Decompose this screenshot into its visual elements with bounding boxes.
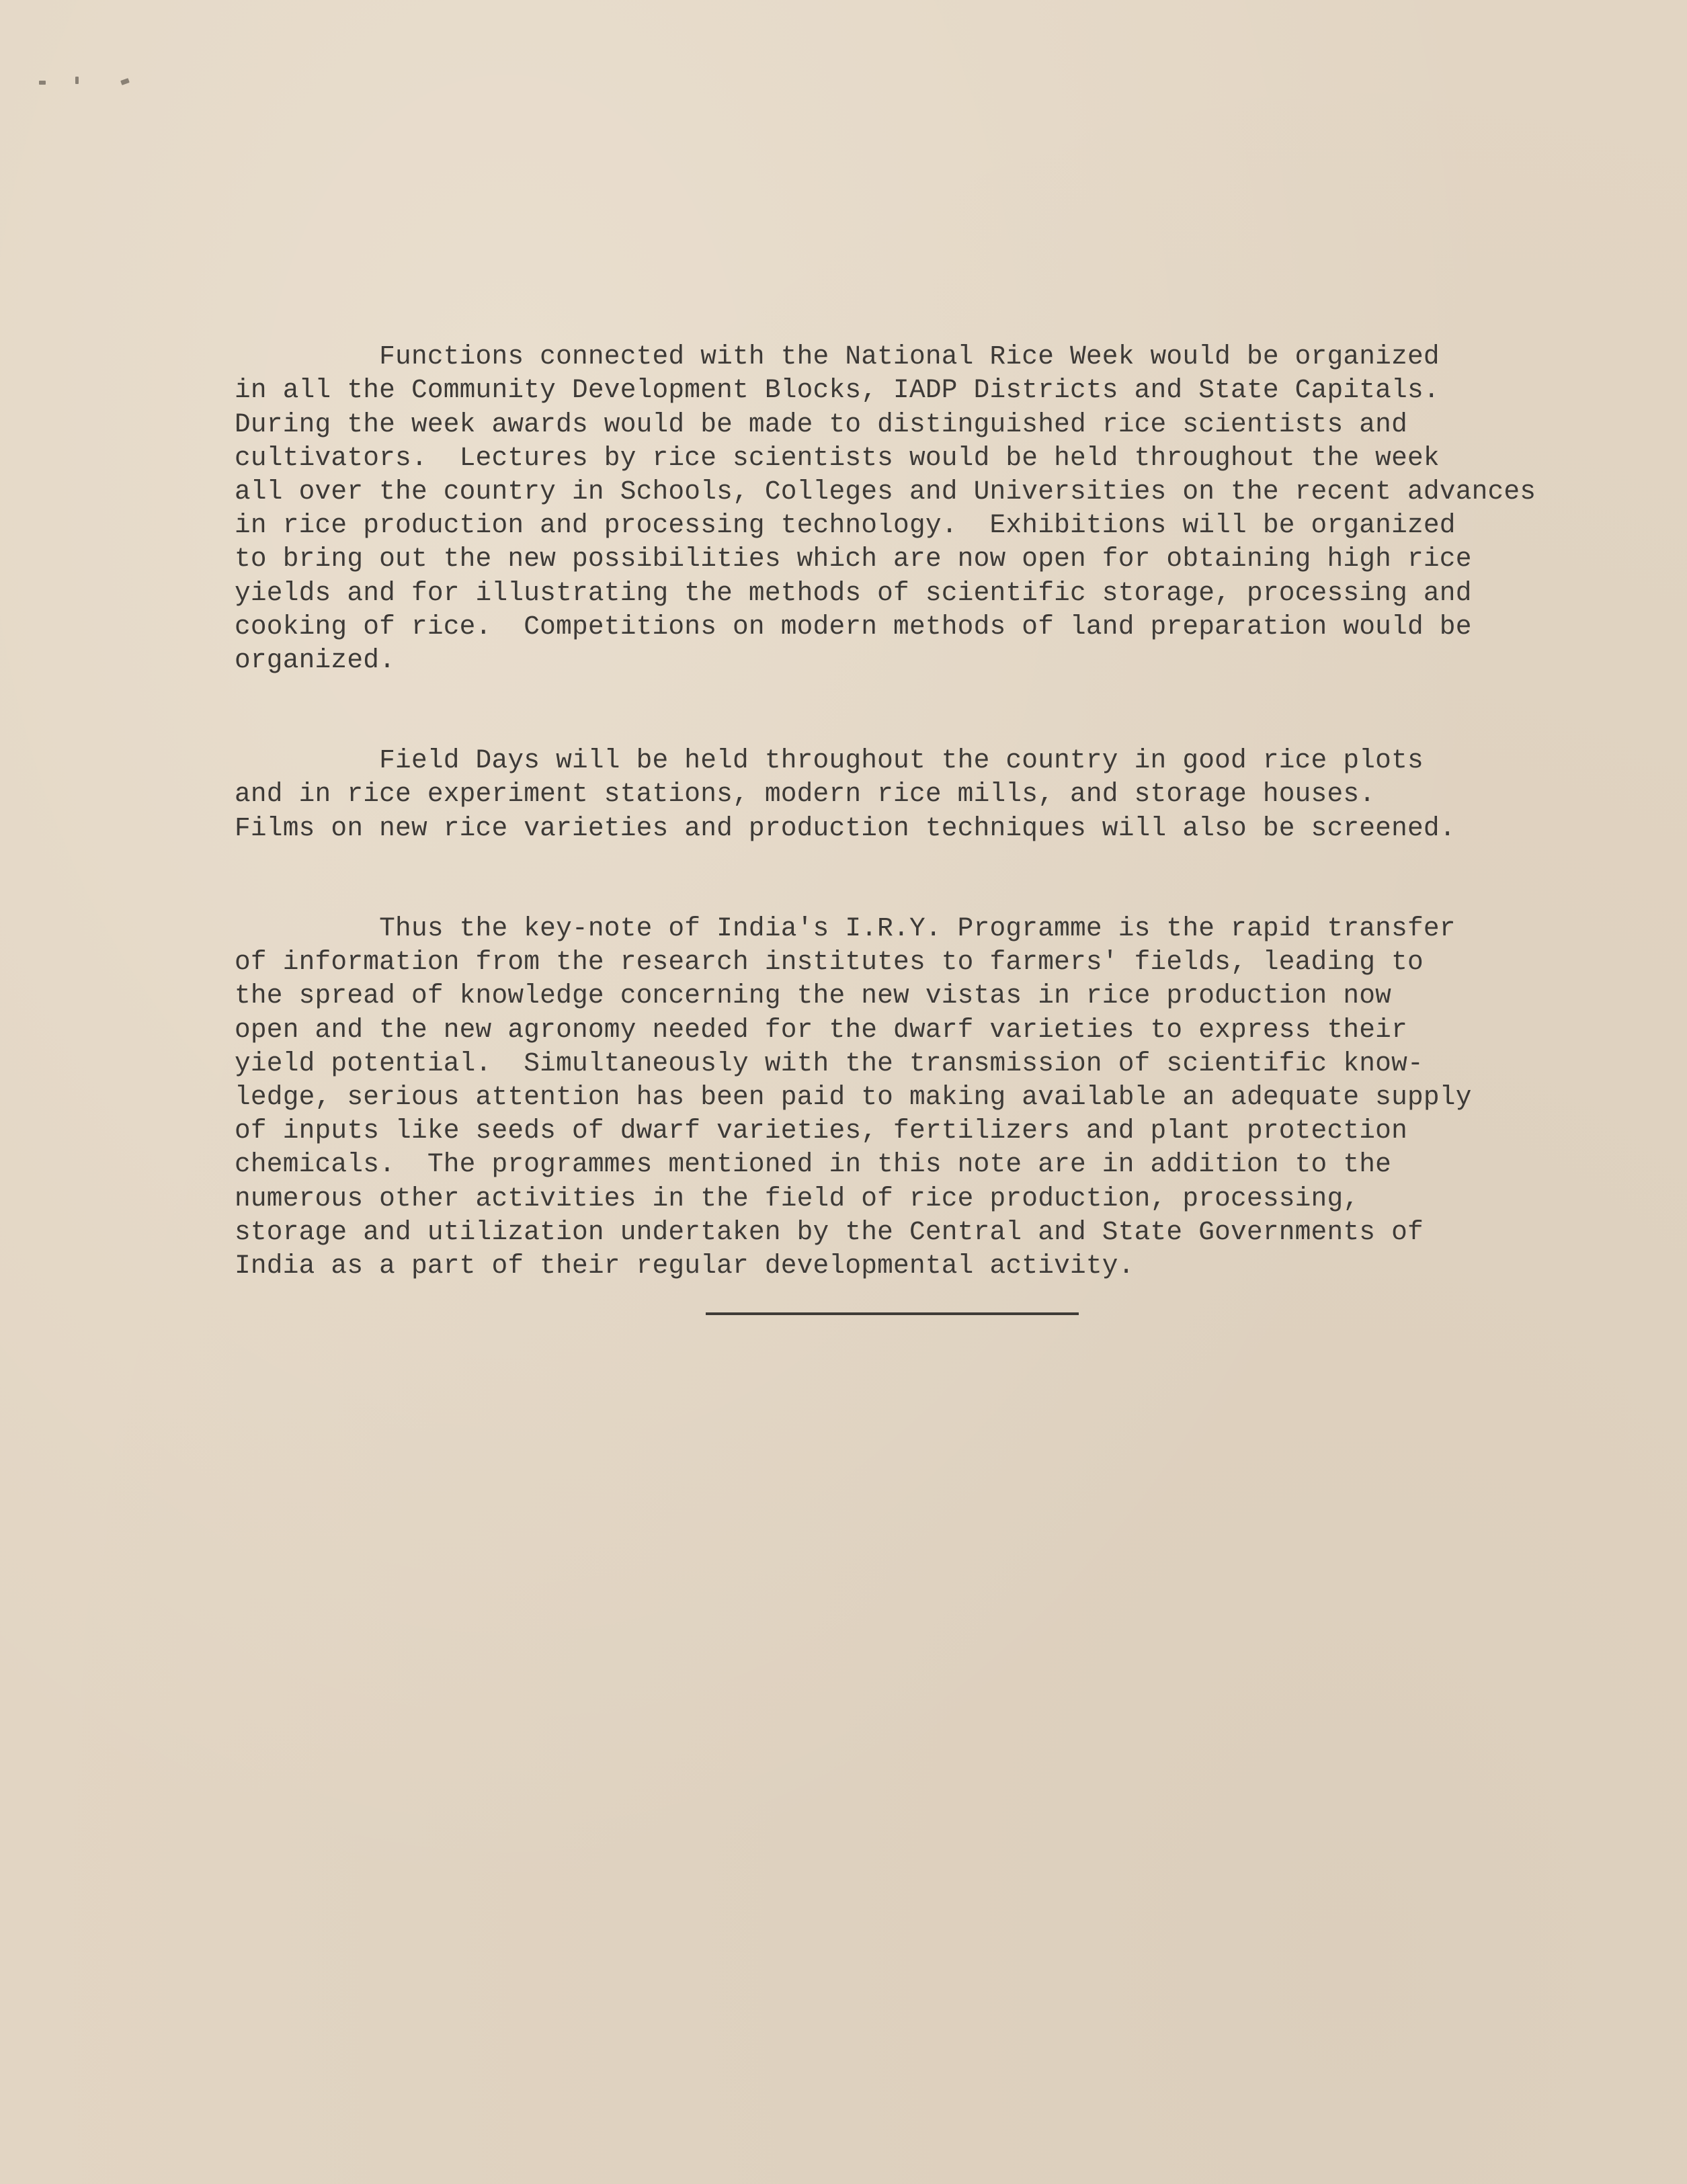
text-line: Thus the key-note of India's I.R.Y. Programme is the rapid transfer bbox=[235, 913, 1456, 944]
text-line: Functions connected with the National Rice Week would be organized bbox=[235, 341, 1440, 372]
text-line: During the week awards would be made to distinguished rice scientists and bbox=[235, 409, 1407, 439]
text-line: in rice production and processing technology. Exhibitions will be organized bbox=[235, 510, 1456, 541]
paragraph-rice-week-functions bbox=[235, 306, 1606, 677]
text-line: and in rice experiment stations, modern rice mills, and storage houses. bbox=[235, 779, 1376, 810]
text-line: to bring out the new possibilities which are now open for obtaining high rice bbox=[235, 544, 1472, 575]
text-line: organized. bbox=[235, 644, 396, 675]
text-line: ledge, serious attention has been paid to making available an adequate supply bbox=[235, 1081, 1472, 1112]
text-line: Field Days will be held throughout the country in good rice plots bbox=[235, 745, 1424, 776]
text-line: India as a part of their regular developmental activity. bbox=[235, 1250, 1135, 1281]
text-line: open and the new agronomy needed for the dwarf varieties to express their bbox=[235, 1014, 1407, 1045]
text-line: Films on new rice varieties and production techniques will also be screened. bbox=[235, 812, 1456, 843]
text-line: chemicals. The programmes mentioned in this note are in addition to the bbox=[235, 1149, 1392, 1180]
paragraph-field-days bbox=[235, 710, 1606, 845]
text-line: the spread of knowledge concerning the new vistas in rice production now bbox=[235, 980, 1392, 1011]
text-line: storage and utilization undertaken by the Central and State Governments of bbox=[235, 1216, 1424, 1247]
text-line: numerous other activities in the field of rice production, processing, bbox=[235, 1183, 1360, 1214]
text-line: all over the country in Schools, Colleges and Universities on the recent advances bbox=[235, 476, 1536, 507]
paragraph-iry-programme bbox=[235, 878, 1606, 1283]
end-rule bbox=[706, 1312, 1079, 1315]
document-body bbox=[235, 306, 1606, 1316]
text-line: of information from the research institutes to farmers' fields, leading to bbox=[235, 947, 1424, 978]
text-line: cultivators. Lectures by rice scientists would be held throughout the week bbox=[235, 442, 1440, 473]
text-line: in all the Community Development Blocks, IADP Districts and State Capitals. bbox=[235, 375, 1440, 406]
text-line: yield potential. Simultaneously with the transmission of scientific know- bbox=[235, 1048, 1424, 1079]
text-line: of inputs like seeds of dwarf varieties, fertilizers and plant protection bbox=[235, 1116, 1407, 1146]
text-line: cooking of rice. Competitions on modern methods of land preparation would be bbox=[235, 611, 1472, 642]
punch-marks bbox=[39, 75, 140, 91]
text-line: yields and for illustrating the methods of scientific storage, processing and bbox=[235, 577, 1472, 608]
